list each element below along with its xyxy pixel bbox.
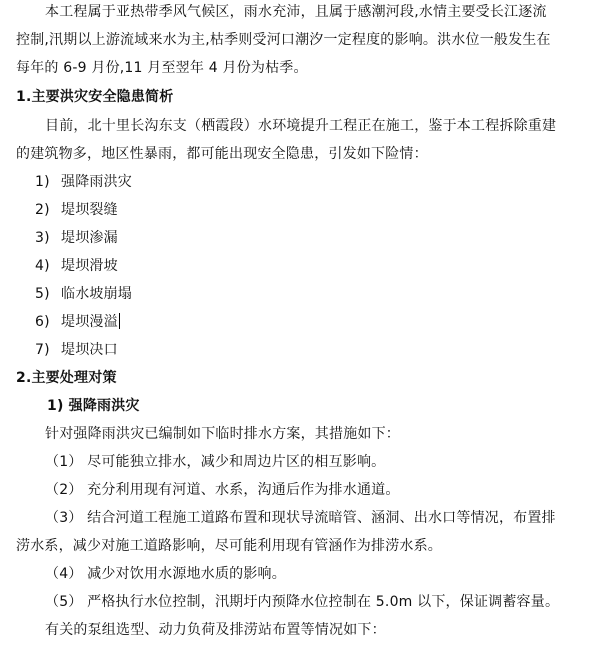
list-item-text: 强降雨洪灾 — [61, 174, 132, 190]
list-item-number: 2) — [35, 202, 50, 218]
measure-4: （4） 减少对饮用水源地水质的影响。 — [45, 566, 286, 582]
measure-2: （2） 充分利用现有河道、水系，沟通后作为排水通道。 — [45, 482, 400, 498]
section-1-heading: 1.主要洪灾安全隐患简析 — [16, 89, 174, 105]
list-item-number: 1) — [35, 174, 50, 190]
measure-1: （1） 尽可能独立排水，减少和周边片区的相互影响。 — [45, 454, 386, 470]
measures-intro: 针对强降雨洪灾已编制如下临时排水方案，其措施如下： — [45, 426, 400, 442]
list-item-text: 堤坝裂缝 — [61, 202, 118, 218]
section-2-heading: 2.主要处理对策 — [16, 370, 117, 386]
list-item-number: 3) — [35, 230, 50, 246]
list-item-text: 堤坝漫溢 — [61, 314, 118, 330]
list-item — [35, 172, 132, 192]
list-item — [35, 284, 132, 304]
list-item-text: 堤坝渗漏 — [61, 230, 118, 246]
list-item-text: 临水坡崩塌 — [61, 286, 132, 302]
list-item-number: 6) — [35, 314, 50, 330]
list-item-number: 7) — [35, 342, 50, 358]
list-item — [35, 200, 118, 220]
section-2-subheading: 1) 强降雨洪灾 — [47, 398, 140, 414]
closing-line: 有关的泵组选型、动力负荷及排涝站布置等情况如下： — [45, 622, 386, 638]
intro-line-1: 本工程属于亚热带季风气候区，雨水充沛，且属于感潮河段,水情主要受长江逐流 — [45, 4, 547, 20]
section-1-para-line-1: 目前，北十里长沟东支（栖霞段）水环境提升工程正在施工，鉴于本工程拆除重建 — [45, 118, 557, 134]
measure-3-line-2: 涝水系，减少对施工道路影响，尽可能利用现有管涵作为排涝水系。 — [16, 538, 442, 554]
list-item-number: 4) — [35, 258, 50, 274]
list-item — [35, 312, 120, 332]
list-item — [35, 228, 118, 248]
list-item-number: 5) — [35, 286, 50, 302]
list-item-text: 堤坝决口 — [61, 342, 118, 358]
list-item-text: 堤坝滑坡 — [61, 258, 118, 274]
list-item — [35, 256, 118, 276]
intro-line-2: 控制,汛期以上游流域来水为主,枯季则受河口潮汐一定程度的影响。洪水位一般发生在 — [16, 32, 551, 48]
section-1-para-line-2: 的建筑物多，地区性暴雨，都可能出现安全隐患，引发如下险情： — [16, 146, 428, 162]
list-item — [35, 340, 118, 360]
intro-line-3: 每年的 6-9 月份,11 月至翌年 4 月份为枯季。 — [16, 60, 308, 76]
measure-5: （5） 严格执行水位控制，汛期圩内预降水位控制在 5.0m 以下，保证调蓄容量。 — [45, 594, 560, 610]
text-cursor — [119, 313, 120, 329]
measure-3-line-1: （3） 结合河道工程施工道路布置和现状导流暗管、涵洞、出水口等情况，布置排 — [45, 510, 556, 526]
